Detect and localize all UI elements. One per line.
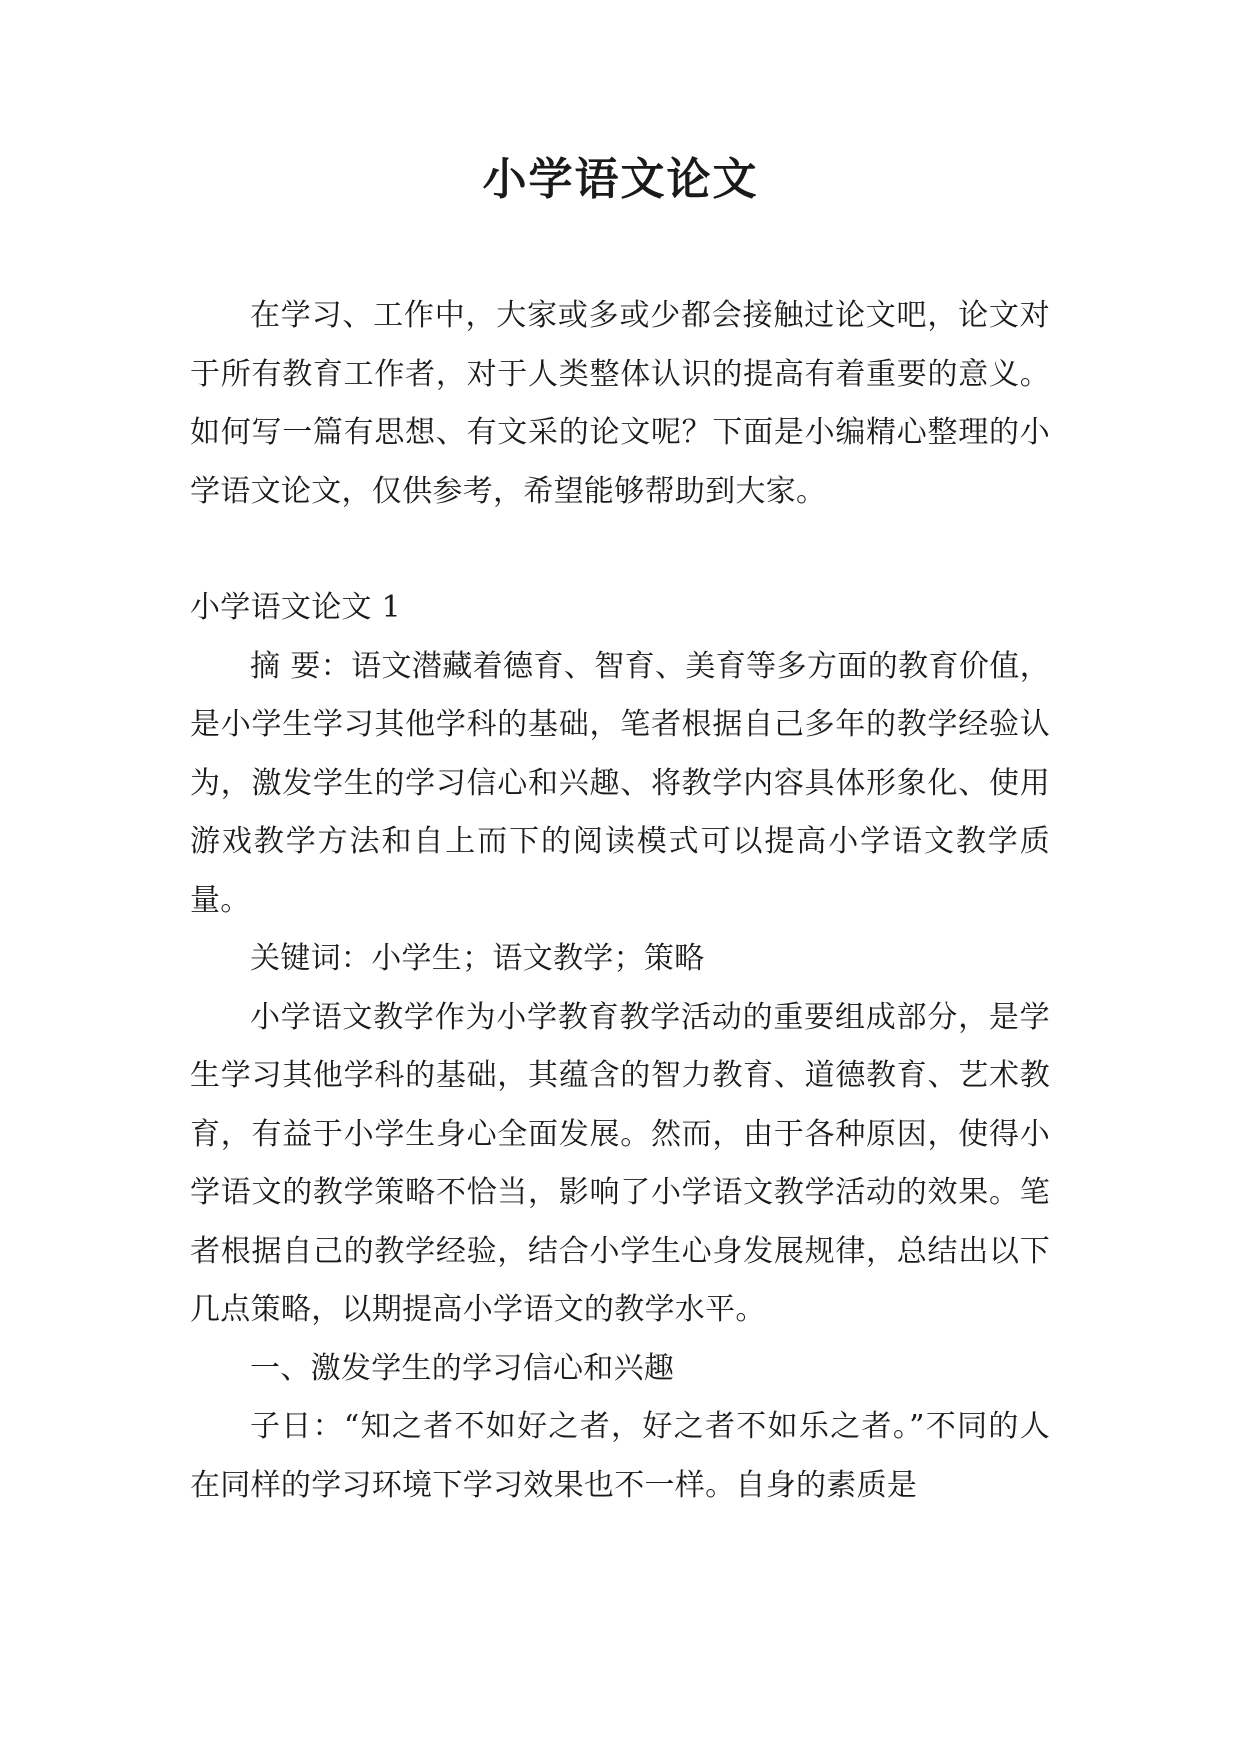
document-body: [190, 287, 1050, 1515]
document-title: 小学语文论文: [482, 154, 759, 205]
abstract-paragraph: 摘 要：语文潜藏着德育、智育、美育等多方面的教育价值，是小学生学习其他学科的基础，笔者根据自己多年的教学经验认为，激发学生的学习信心和兴趣、将教学内容具体形象化、使用游戏教学方法和自上而下的阅读模式可以提高小学语文教学质量。: [190, 648, 1050, 918]
intro-paragraph: 在学习、工作中，大家或多或少都会接触过论文吧，论文对于所有教育工作者，对于人类整体认识的提高有着重要的意义。如何写一篇有思想、有文采的论文呢？下面是小编精心整理的小学语文论文，仅供参考，希望能够帮助到大家。: [190, 298, 1050, 509]
section-heading: 小学语文论文 1: [190, 590, 402, 625]
body-paragraph: 子日：“知之者不如好之者，好之者不如乐之者。”不同的人在同样的学习环境下学习效果也不一样。自身的素质是: [190, 1409, 1050, 1503]
keywords-line: 关键词：小学生；语文教学；策略: [250, 941, 705, 976]
paragraph-spacer: [190, 521, 1050, 579]
subheading: 一、激发学生的学习信心和兴趣: [250, 1350, 675, 1386]
body-paragraph: 小学语文教学作为小学教育教学活动的重要组成部分，是学生学习其他学科的基础，其蕴含的智力教育、道德教育、艺术教育，有益于小学生身心全面发展。然而，由于各种原因，使得小学语文的教学策略不恰当，影响了小学语文教学活动的效果。笔者根据自己的教学经验，结合小学生心身发展规律，总结出以下几点策略，以期提高小学语文的教学水平。: [190, 999, 1050, 1327]
